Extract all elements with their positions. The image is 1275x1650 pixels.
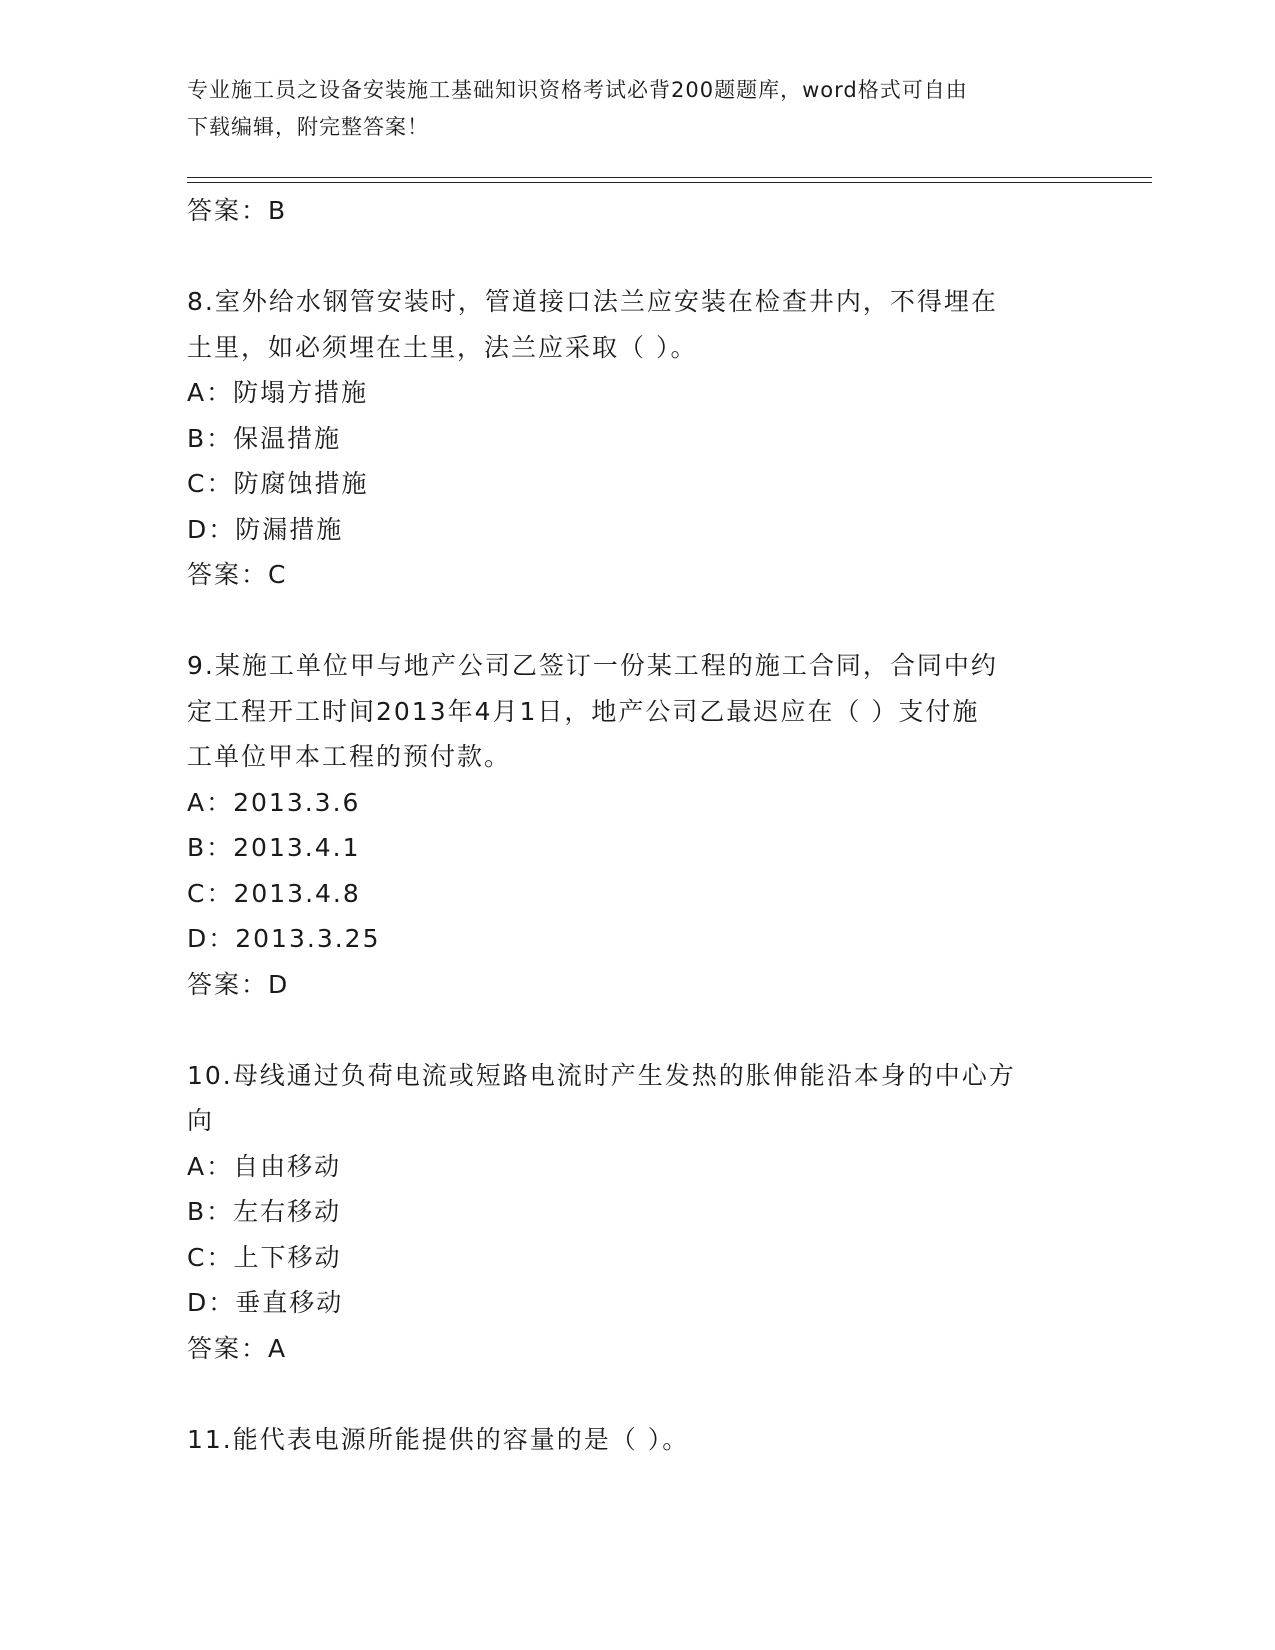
question-text-line: 9.某施工单位甲与地产公司乙签订一份某工程的施工合同，合同中约 [187,651,998,680]
question-text-line: 10.母线通过负荷电流或短路电流时产生发热的胀伸能沿本身的中心方 [187,1060,1016,1090]
option-c: C：防腐蚀措施 [187,469,369,498]
answer-previous: 答案：B [187,196,288,225]
spacer [187,1371,1087,1417]
option-b: B：2013.4.1 [187,833,361,862]
spacer [187,598,1087,644]
header-line-2: 下载编辑，附完整答案！ [187,115,429,139]
header-line-1: 专业施工员之设备安装施工基础知识资格考试必背200题题库，word格式可自由 [187,78,968,102]
question-text-line: 工单位甲本工程的预付款。 [187,742,512,771]
question-text-line: 11.能代表电源所能提供的容量的是（ ）。 [187,1424,690,1454]
option-a: A：2013.3.6 [187,787,361,817]
option-d: D：2013.3.25 [187,924,381,953]
option-d: D：垂直移动 [187,1288,344,1317]
question-text-line: 8.室外给水钢管安装时，管道接口法兰应安装在检查井内，不得埋在 [187,287,998,316]
question-11 [187,1417,1087,1463]
question-text-line: 定工程开工时间2013年4月1日，地产公司乙最迟应在（ ）支付施 [187,696,980,726]
option-c: C：2013.4.8 [187,878,361,908]
option-b: B：保温措施 [187,423,342,453]
option-c: C：上下移动 [187,1242,342,1272]
header-divider-bottom [187,182,1152,183]
question-list [187,188,1087,1462]
question-text-line: 土里，如必须埋在土里，法兰应采取（ ）。 [187,332,698,362]
question-8 [187,279,1087,598]
option-a: A：自由移动 [187,1151,342,1181]
option-b: B：左右移动 [187,1197,342,1226]
document-header [187,72,1087,146]
header-divider-top [187,177,1152,178]
spacer [187,1007,1087,1053]
answer: 答案：A [187,1333,288,1363]
question-9 [187,643,1087,1007]
option-a: A：防塌方措施 [187,378,369,407]
answer: 答案：C [187,560,288,589]
spacer [187,234,1087,280]
question-text-line: 向 [187,1106,215,1135]
option-d: D：防漏措施 [187,514,344,544]
answer: 答案：D [187,969,290,999]
question-10 [187,1053,1087,1372]
